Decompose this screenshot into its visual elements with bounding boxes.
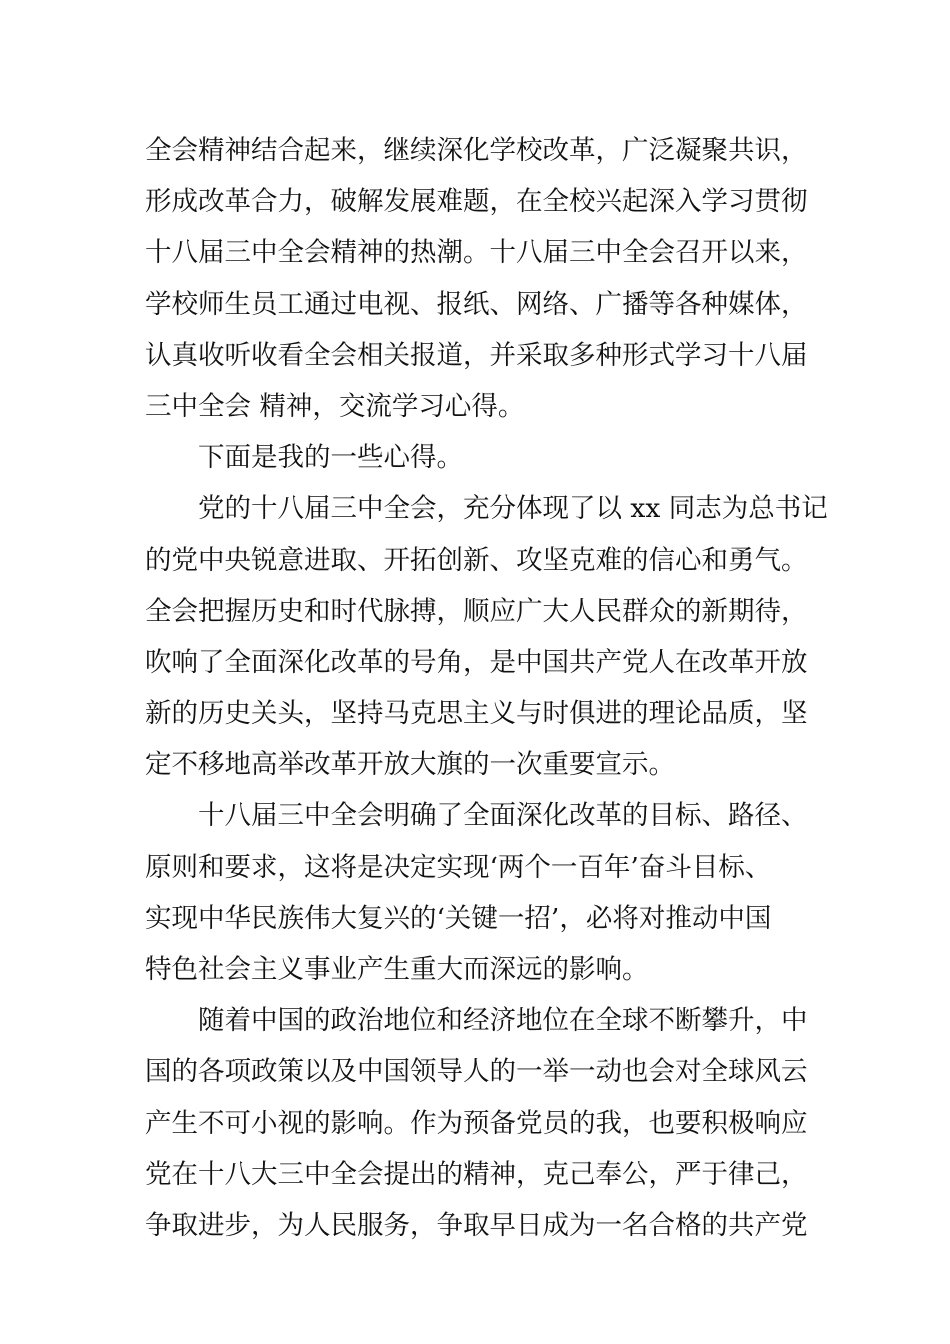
text-line: 国的各项政策以及中国领导人的一举一动也会对全球风云	[145, 1056, 808, 1088]
text-line: 形成改革合力，破解发展难题，在全校兴起深入学习贯彻	[145, 186, 808, 218]
text-line: 认真收听收看全会相关报道，并采取多种形式学习十八届	[145, 339, 808, 371]
paragraph-first-line: 十八届三中全会明确了全面深化改革的目标、路径、	[198, 800, 808, 832]
paragraph-first-line: 下面是我的一些心得。	[198, 442, 463, 474]
text-line: 十八届三中全会精神的热潮。十八届三中全会召开以来，	[145, 237, 808, 269]
text-line: 三中全会 精神，交流学习心得。	[145, 390, 525, 422]
text-line: 学校师生员工通过电视、报纸、网络、广播等各种媒体，	[145, 288, 808, 320]
text-line: 产生不可小视的影响。作为预备党员的我，也要积极响应	[145, 1107, 808, 1139]
paragraph-first-line: 随着中国的政治地位和经济地位在全球不断攀升，中	[198, 1005, 808, 1037]
paragraph-first-line: 党的十八届三中全会，充分体现了以 xx 同志为总书记	[198, 493, 828, 525]
text-line: 原则和要求，这将是决定实现‘两个一百年’奋斗目标、	[145, 851, 772, 883]
text-line: 特色社会主义事业产生重大而深远的影响。	[145, 954, 649, 985]
text-line: 新的历史关头，坚持马克思主义与时俱进的理论品质，坚	[145, 698, 808, 730]
document-body	[145, 125, 828, 1251]
text-line: 吹响了全面深化改革的号角，是中国共产党人在改革开放	[145, 646, 808, 678]
text-line: 定不移地高举改革开放大旗的一次重要宣示。	[145, 749, 675, 781]
text-line: 党在十八大三中全会提出的精神，克己奉公，严于律己，	[145, 1158, 808, 1190]
text-line: 实现中华民族伟大复兴的‘关键一招’，必将对推动中国	[145, 902, 772, 934]
text-line: 的党中央锐意进取、开拓创新、攻坚克难的信心和勇气。	[145, 544, 808, 576]
text-line: 争取进步，为人民服务，争取早日成为一名合格的共产党	[145, 1209, 808, 1241]
text-line: 全会精神结合起来，继续深化学校改革，广泛凝聚共识，	[145, 135, 808, 166]
text-line: 全会把握历史和时代脉搏，顺应广大人民群众的新期待，	[145, 595, 808, 627]
